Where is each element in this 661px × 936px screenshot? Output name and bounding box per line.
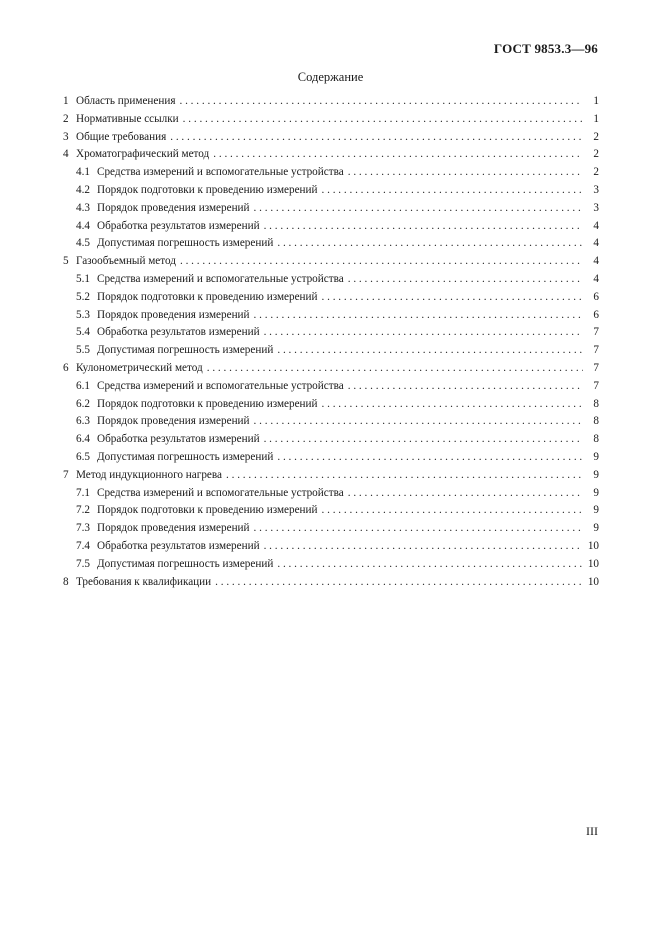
toc-dot-leader [215, 576, 583, 588]
toc-entry-page: 10 [587, 539, 599, 552]
toc-entry[interactable] [63, 309, 599, 327]
toc-entry-page: 9 [593, 486, 599, 499]
toc-entry[interactable] [63, 131, 599, 149]
toc-entry[interactable] [63, 451, 599, 469]
toc-dot-leader [179, 95, 583, 107]
toc-dot-leader [254, 522, 583, 534]
toc-entry-title: Обработка результатов измерений [97, 326, 260, 339]
toc-entry-page: 9 [593, 468, 599, 481]
toc-dot-leader [264, 540, 583, 552]
toc-dot-leader [264, 433, 583, 445]
toc-entry-title: Требования к квалификации [76, 575, 212, 588]
toc-entry-title: Метод индукционного нагрева [76, 468, 222, 481]
toc-entry-number: 6.1 [76, 379, 90, 392]
toc-entry-number: 6 [63, 361, 69, 374]
toc-entry[interactable] [63, 522, 599, 540]
toc-entry[interactable] [63, 540, 599, 558]
toc-entry-title: Порядок проведения измерений [97, 308, 250, 321]
toc-dot-leader [277, 451, 583, 463]
toc-entry[interactable] [63, 148, 599, 166]
toc-entry-number: 5.5 [76, 344, 90, 357]
toc-entry-title: Нормативные ссылки [76, 112, 179, 125]
toc-entry[interactable] [63, 113, 599, 131]
toc-dot-leader [322, 504, 583, 516]
toc-entry-title: Кулонометрический метод [76, 361, 203, 374]
toc-dot-leader [277, 344, 583, 356]
toc-dot-leader [322, 184, 583, 196]
toc-entry-title: Порядок подготовки к проведению измерений [97, 504, 318, 517]
toc-entry-number: 5.1 [76, 272, 90, 285]
toc-entry-title: Порядок проведения измерений [97, 415, 250, 428]
toc-entry-page: 4 [593, 237, 599, 250]
toc-entry-title: Обработка результатов измерений [97, 433, 260, 446]
toc-entry-number: 5.4 [76, 326, 90, 339]
toc-entry[interactable] [63, 380, 599, 398]
toc-entry[interactable] [63, 576, 599, 594]
toc-entry-title: Допустимая погрешность измерений [97, 557, 274, 570]
toc-entry-number: 6.3 [76, 415, 90, 428]
toc-entry[interactable] [63, 273, 599, 291]
toc-entry-page: 4 [593, 219, 599, 232]
toc-entry-page: 4 [593, 272, 599, 285]
toc-entry[interactable] [63, 95, 599, 113]
toc-entry-title: Средства измерений и вспомогательные устройства [97, 379, 344, 392]
toc-entry-number: 4.3 [76, 201, 90, 214]
toc-entry[interactable] [63, 398, 599, 416]
toc-entry[interactable] [63, 558, 599, 576]
toc-dot-leader [226, 469, 583, 481]
toc-entry-page: 2 [593, 166, 599, 179]
toc-dot-leader [170, 131, 583, 143]
toc-entry-page: 2 [593, 130, 599, 143]
toc-dot-leader [254, 415, 583, 427]
toc-entry-number: 6.2 [76, 397, 90, 410]
toc-entry-page: 3 [593, 201, 599, 214]
toc-entry-page: 1 [593, 95, 599, 107]
toc-entry-page: 7 [593, 326, 599, 339]
toc-entry-page: 6 [593, 308, 599, 321]
toc-dot-leader [277, 558, 583, 570]
toc-entry-number: 5.2 [76, 290, 90, 303]
toc-entry[interactable] [63, 487, 599, 505]
toc-entry-title: Средства измерений и вспомогательные устройства [97, 272, 344, 285]
toc-entry[interactable] [63, 415, 599, 433]
toc-entry[interactable] [63, 326, 599, 344]
toc-entry[interactable] [63, 504, 599, 522]
toc-dot-leader [348, 487, 583, 499]
toc-dot-leader [180, 255, 583, 267]
toc-entry-number: 3 [63, 130, 69, 143]
toc-dot-leader [277, 237, 583, 249]
toc-entry-number: 7.5 [76, 557, 90, 570]
toc-entry-number: 7.1 [76, 486, 90, 499]
toc-dot-leader [264, 220, 583, 232]
toc-dot-leader [348, 380, 583, 392]
toc-entry-number: 5.3 [76, 308, 90, 321]
document-code: ГОСТ 9853.3—96 [493, 41, 598, 56]
toc-dot-leader [348, 166, 583, 178]
toc-dot-leader [264, 326, 583, 338]
toc-entry-number: 2 [63, 112, 69, 125]
toc-entry-page: 9 [593, 450, 599, 463]
toc-entry-number: 6.4 [76, 433, 90, 446]
toc-entry-title: Средства измерений и вспомогательные устройства [97, 486, 344, 499]
toc-entry[interactable] [63, 469, 599, 487]
toc-entry-page: 8 [593, 433, 599, 446]
toc-entry-title: Порядок проведения измерений [97, 522, 250, 535]
toc-entry-number: 7 [63, 468, 69, 481]
toc-entry-page: 4 [593, 255, 599, 268]
toc-title: Содержание [297, 70, 364, 84]
toc-entry-title: Общие требования [76, 130, 167, 143]
toc-dot-leader [254, 202, 583, 214]
toc-entry-title: Обработка результатов измерений [97, 539, 260, 552]
toc-dot-leader [207, 362, 583, 374]
toc-entry-number: 4 [63, 148, 69, 161]
toc-entry-number: 8 [63, 575, 69, 588]
toc-entry-title: Допустимая погрешность измерений [97, 237, 274, 250]
toc-dot-leader [348, 273, 583, 285]
toc-entry-page: 2 [593, 148, 599, 161]
toc-entry[interactable] [63, 433, 599, 451]
toc-entry-title: Порядок подготовки к проведению измерений [97, 290, 318, 303]
toc-entry-title: Газообъемный метод [76, 255, 176, 268]
toc-entry[interactable] [63, 344, 599, 362]
toc-entry[interactable] [63, 291, 599, 309]
toc-entry-number: 7.2 [76, 504, 90, 517]
toc-entry-number: 7.4 [76, 539, 90, 552]
toc-entry-page: 1 [593, 112, 599, 125]
toc-entry-title: Порядок проведения измерений [97, 201, 250, 214]
toc-entry-page: 8 [593, 397, 599, 410]
toc-entry-number: 4.2 [76, 183, 90, 196]
toc-entry-title: Обработка результатов измерений [97, 219, 260, 232]
toc-entry[interactable] [63, 166, 599, 184]
toc-entry[interactable] [63, 362, 599, 380]
toc-entry-number: 7.3 [76, 522, 90, 535]
toc-entry-page: 7 [593, 379, 599, 392]
toc-entry-title: Хроматографический метод [76, 148, 210, 161]
toc-entry[interactable] [63, 237, 599, 255]
toc-entry-title: Средства измерений и вспомогательные устройства [97, 166, 344, 179]
toc-dot-leader [213, 148, 583, 160]
toc-entry-page: 9 [593, 522, 599, 535]
toc-entry-number: 4.4 [76, 219, 90, 232]
toc-entry[interactable] [63, 255, 599, 273]
toc-entry-page: 3 [593, 183, 599, 196]
toc-entry[interactable] [63, 202, 599, 220]
toc-entry-number: 1 [63, 95, 69, 107]
toc-entry-number: 5 [63, 255, 69, 268]
toc-entry[interactable] [63, 220, 599, 238]
toc-entry-title: Допустимая погрешность измерений [97, 344, 274, 357]
toc-entry-page: 8 [593, 415, 599, 428]
toc-entry-title: Порядок подготовки к проведению измерений [97, 397, 318, 410]
toc-entry-page: 10 [587, 575, 599, 588]
toc-entry-title: Допустимая погрешность измерений [97, 450, 274, 463]
page-number: III [586, 824, 598, 838]
toc-entry-title: Область применения [76, 95, 176, 107]
toc-entry-number: 6.5 [76, 450, 90, 463]
toc-entry-page: 7 [593, 344, 599, 357]
toc-entry-number: 4.5 [76, 237, 90, 250]
toc-entry[interactable] [63, 184, 599, 202]
toc-entry-page: 9 [593, 504, 599, 517]
toc-entry-page: 10 [587, 557, 599, 570]
toc-entry-number: 4.1 [76, 166, 90, 179]
toc-dot-leader [254, 309, 583, 321]
toc-entry-page: 7 [593, 361, 599, 374]
toc-dot-leader [322, 291, 583, 303]
toc-dot-leader [322, 398, 583, 410]
table-of-contents [63, 95, 599, 593]
toc-entry-page: 6 [593, 290, 599, 303]
toc-dot-leader [183, 113, 583, 125]
toc-entry-title: Порядок подготовки к проведению измерений [97, 183, 318, 196]
